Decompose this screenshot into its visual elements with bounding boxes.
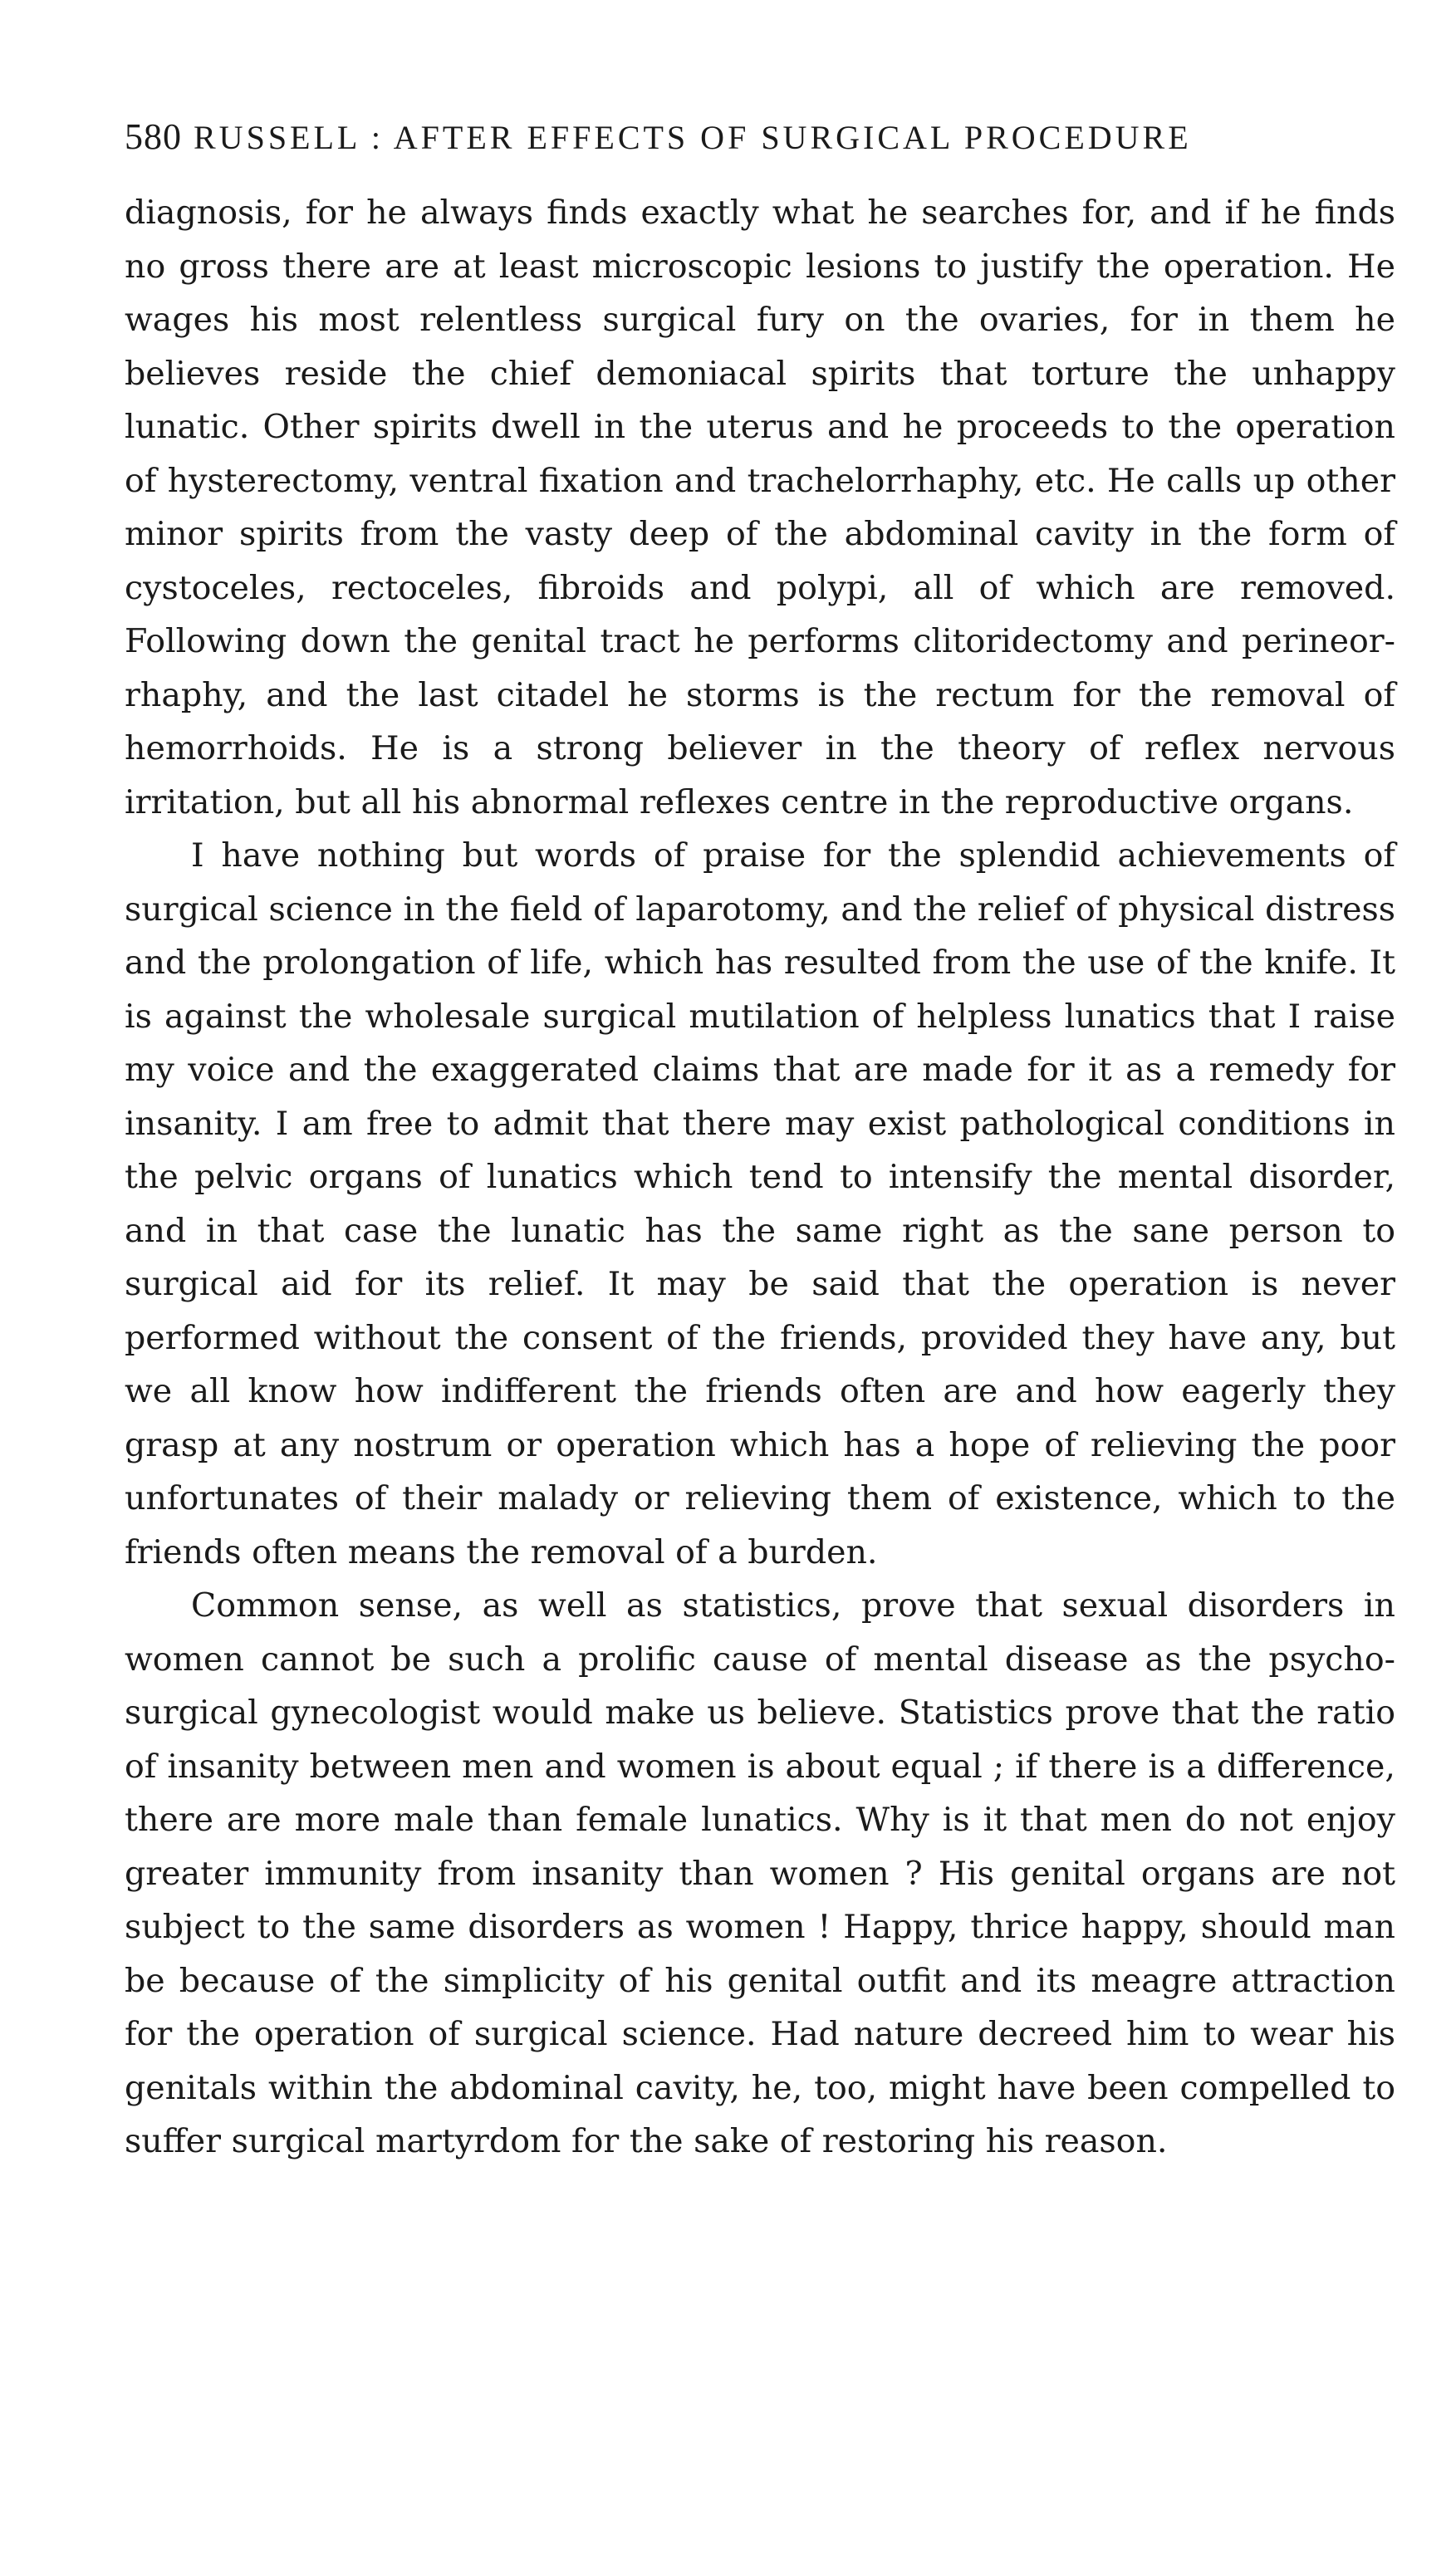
paragraph-continued: diagnosis, for he always finds exactly what he searches for, and if he finds no gross there are at least microscopic lesions to justify the operation. He wages his most relentless surgical fury on the ovaries, for in them he believes reside the chief demoniacal spirits that torture the unhappy lunatic. Other spirits dwell in the uterus and he proceeds to the operation of hysterectomy, ventral fixation and trachelorrhaphy, etc. He calls up other minor spirits from the vasty deep of the abdominal cavity in the form of cystoceles, rectoceles, fibroids and polypi, all of which are removed. Following down the genital tract he performs clitoridectomy and perineorrhaphy, and the last citadel he storms is the rectum for the removal of hemorrhoids. He is a strong believer in the theory of reflex nervous irritation, but all his abnormal reflexes centre in the reproductive organs. — [125, 194, 1395, 821]
running-header — [125, 112, 1395, 163]
running-title: RUSSELL : AFTER EFFECTS OF SURGICAL PROCEDURE — [194, 119, 1192, 156]
book-page — [125, 112, 1395, 2169]
body-text — [125, 186, 1395, 2169]
page-number: 580 — [125, 116, 182, 157]
paragraph-common-sense: Common sense, as well as statistics, prove that sexual disorders in women cannot be such a prolific cause of mental disease as the psycho-surgical gynecologist would make us believe. Statistics prove that the ratio of insanity between men and women is about equal ; if there is a difference, there are more male than female lunatics. Why is it that men do not enjoy greater immunity from insanity than women ? His genital organs are not subject to the same disorders as women ! Happy, thrice happy, should man be because of the simplicity of his genital outfit and its meagre attraction for the operation of surgical science. Had nature decreed him to wear his genitals within the abdominal cavity, he, too, might have been compelled to suffer surgical martyrdom for the sake of restoring his reason. — [125, 1586, 1395, 2160]
paragraph-surgical-science: I have nothing but words of praise for the splendid achievements of surgical science in the field of laparotomy, and the relief of physical distress and the prolongation of life, which has resulted from the use of the knife. It is against the wholesale surgical mutilation of helpless lunatics that I raise my voice and the exaggerated claims that are made for it as a remedy for insanity. I am free to admit that there may exist pathological conditions in the pelvic organs of lunatics which tend to intensify the mental disorder, and in that case the lunatic has the same right as the sane person to surgical aid for its relief. It may be said that the operation is never performed without the consent of the friends, provided they have any, but we all know how indifferent the friends often are and how eagerly they grasp at any nostrum or operation which has a hope of relieving the poor unfortunates of their malady or relieving them of existence, which to the friends often means the removal of a burden. — [125, 836, 1395, 1571]
